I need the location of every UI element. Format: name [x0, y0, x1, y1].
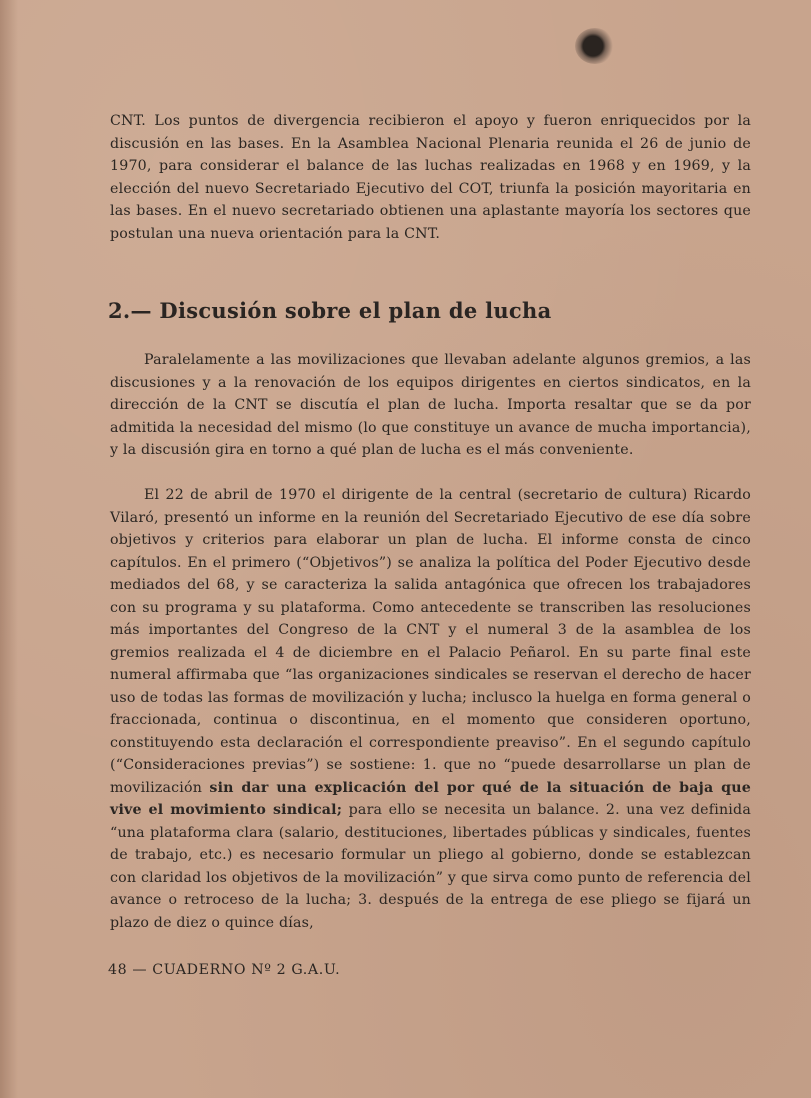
paragraph-1: CNT. Los puntos de divergencia recibieron el apoyo y fueron enriquecidos por la discusión en las bases. En la Asamblea Nacional Plenaria reunida el 26 de junio de 1970, para considerar el balance de las luchas realizadas en 1968 y en 1969, y la elección del nuevo Secretariado Ejecutivo del COT, triunfa la posición mayoritaria en las bases. En el nuevo secretariado obtienen una aplastante mayoría los sectores que postulan una nueva orientación para la CNT. — [110, 113, 751, 242]
paragraph-3-start: El 22 de abril de 1970 el dirigente de la central (secretario de cultura) Ricardo Vilaró, presentó un informe en la reunión del Secretariado Ejecutivo de ese día sobre objetivos y criterios para elaborar un plan de lucha. El informe consta de cinco capítulos. En el primero (“Objetivos”) se analiza la política del Poder Ejecutivo desde mediados del 68, y se caracteriza la salida antagónica que ofrecen los trabajadores con su programa y su plataforma. Como antecedente se transcriben las resoluciones más importantes del Congreso de la CNT y el numeral 3 de la asamblea de los gremios realizada el 4 de diciembre en el Palacio Peñarol. En su parte final este numeral affirmaba que “las organizaciones sindicales se reservan el derecho de hacer uso de todas las formas de movilización y lucha; inclusco la huelga en forma general o fraccionada, continua o discontinua, en el momento que consideren oportuno, constituyendo esta declaración el correspondiente preaviso”. En el segundo capítulo (“Consideraciones previas”) se sostiene: 1. que no “puede desarrollarse un plan de movilización — [110, 487, 751, 796]
paragraph-2: Paralelamente a las movilizaciones que llevaban adelante algunos gremios, a las discusiones y a la renovación de los equipos dirigentes en ciertos sindicatos, en la dirección de la CNT se discutía el plan de lucha. Importa resaltar que se da por admitida la necesidad del mismo (lo que constituye un avance de mucha importancia), y la discusión gira en torno a qué plan de lucha es el más conveniente. — [110, 352, 751, 458]
section-heading: 2.— Discusión sobre el plan de lucha — [108, 298, 552, 323]
paragraph-3-end: para ello se necesita un balance. 2. una vez definida “una plataforma clara (salario, destituciones, libertades públicas y sindicales, fuentes de trabajo, etc.) es necesario formular un pliego al gobierno, donde se establezcan con claridad los objetivos de la movilización” y que sirva como punto de referencia del avance o retroceso de la lucha; 3. después de la entrega de ese pliego se fijará un plazo de diez o quince días, — [110, 802, 751, 931]
page-footer: 48 — CUADERNO Nº 2 G.A.U. — [108, 962, 341, 978]
paper-edge-shadow — [0, 0, 18, 1098]
paragraph-3-bold-phrase: sin dar una explicación del por qué de la situación de baja que vive el movimiento sindical; — [110, 779, 751, 818]
ink-stain-mark — [575, 28, 615, 64]
paragraph-3 — [110, 484, 751, 934]
